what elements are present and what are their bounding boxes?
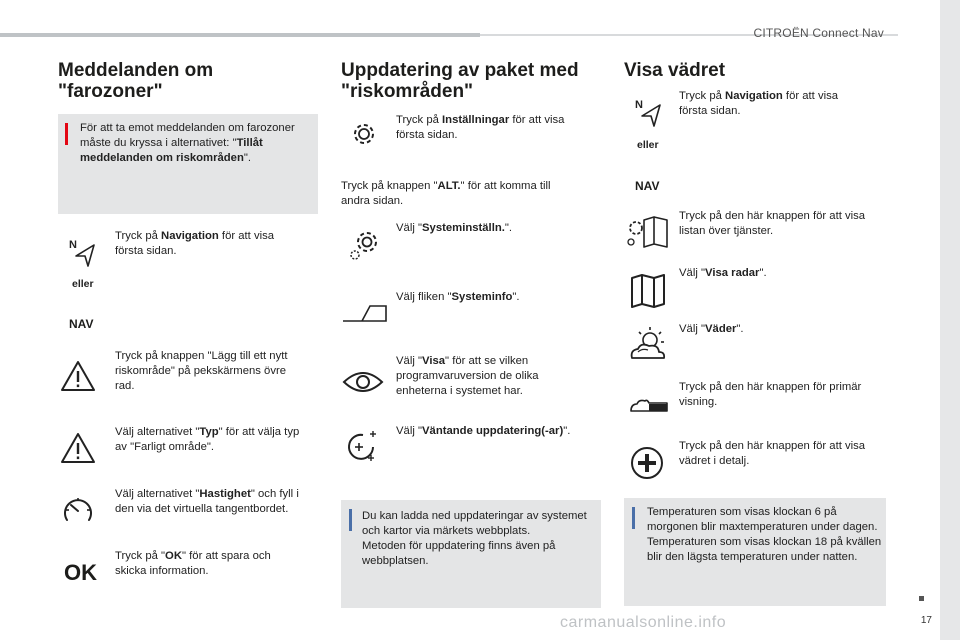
col3-step2: Tryck på den här knappen för att visa listan över tjänster.: [679, 210, 866, 237]
col1-title-line2: "farozoner": [58, 81, 163, 102]
page-marker: [919, 596, 924, 601]
col3-title: [624, 60, 725, 81]
info-text-col3: Temperaturen som visas klockan 6 på morgonen blir maxtemperaturen under dagen. Temperaturen som visas klockan 18 på kvällen blir den lägsta temperaturen under natten.: [647, 506, 882, 563]
page-number: 17: [920, 615, 932, 626]
col3-eller: eller: [637, 139, 659, 151]
col2-title: [341, 60, 579, 102]
col3-step6: Tryck på den här knappen för att visa vädret i detalj.: [679, 440, 866, 467]
nav-button-2[interactable]: NAV: [635, 179, 660, 193]
nav-button[interactable]: NAV: [69, 317, 94, 331]
services-list-icon[interactable]: [627, 216, 669, 248]
info-marker-col3: [632, 507, 635, 529]
col1-title: [58, 60, 213, 102]
col2-step1: Tryck på Inställningar för att visa första sidan.: [396, 114, 565, 141]
col1-step3: Välj alternativet "Typ" för att välja typ av "Farligt område".: [115, 426, 300, 453]
col3-step1: Tryck på Navigation för att visa första sidan.: [679, 90, 839, 117]
navigation-icon[interactable]: [68, 236, 98, 268]
side-strip: [940, 0, 960, 640]
svg-text:N: N: [635, 99, 643, 111]
col3-step5: Tryck på den här knappen för primär visning.: [679, 381, 862, 408]
info-marker-col2: [349, 509, 352, 531]
watermark: carmanualsonline.info: [560, 614, 727, 631]
col2-step3: Välj "Systeminställn.".: [396, 222, 513, 234]
warning-triangle-icon[interactable]: [60, 360, 96, 392]
warning-triangle-icon-2[interactable]: [60, 432, 96, 464]
add-detail-icon[interactable]: [630, 446, 664, 480]
col1-step1: Tryck på Navigation för att visa första sidan.: [115, 230, 275, 257]
system-settings-icon[interactable]: [349, 228, 381, 262]
col1-step4: Välj alternativet "Hastighet" och fyll i den via det virtuella tangentbordet.: [115, 488, 299, 515]
col2-step5: Välj "Visa" för att se vilken programvaruversion de olika enheterna i systemet har.: [396, 355, 539, 397]
col1-step5: Tryck på "OK" för att spara och skicka information.: [115, 550, 271, 577]
col1-eller: eller: [72, 278, 94, 290]
primary-view-icon[interactable]: [629, 398, 669, 414]
col2-step2: Tryck på knappen "ALT." för att komma till andra sidan.: [341, 180, 551, 207]
tab-icon[interactable]: [342, 303, 388, 323]
navigation-icon-2[interactable]: [634, 96, 664, 128]
weather-icon[interactable]: [628, 326, 668, 362]
pending-update-icon[interactable]: [343, 429, 379, 465]
radar-map-icon[interactable]: [630, 274, 666, 308]
col2-step6: Välj "Väntande uppdatering(-ar)".: [396, 425, 571, 437]
svg-text:N: N: [69, 239, 77, 251]
col3-step4: Välj "Väder".: [679, 323, 744, 335]
col2-title-line1: Uppdatering av paket med: [341, 60, 579, 81]
warning-text: För att ta emot meddelanden om farozoner måste du kryssa i alternativet: "Tillåt meddelanden om riskområden".: [80, 122, 295, 164]
speedometer-icon[interactable]: [61, 494, 95, 526]
col2-title-line2: "riskområden": [341, 81, 474, 102]
settings-gear-icon[interactable]: [350, 120, 378, 148]
manual-title: CITROËN Connect Nav: [753, 26, 884, 40]
warning-marker: [65, 123, 68, 145]
view-eye-icon[interactable]: [342, 368, 384, 396]
col2-step4: Välj fliken "Systeminfo".: [396, 291, 520, 303]
col1-title-line1: Meddelanden om: [58, 60, 214, 81]
col1-step2: Tryck på knappen "Lägg till ett nytt riskområde" på pekskärmens övre rad.: [115, 350, 288, 392]
col3-title-text: Visa vädret: [624, 60, 726, 81]
ok-button[interactable]: OK: [64, 560, 97, 585]
info-text-col2: Du kan ladda ned uppdateringar av systemet och kartor via märkets webbplats. Metoden för uppdatering finns även på webbplatsen.: [362, 510, 587, 567]
header-rule: [0, 33, 480, 37]
col3-step3: Välj "Visa radar".: [679, 267, 767, 279]
